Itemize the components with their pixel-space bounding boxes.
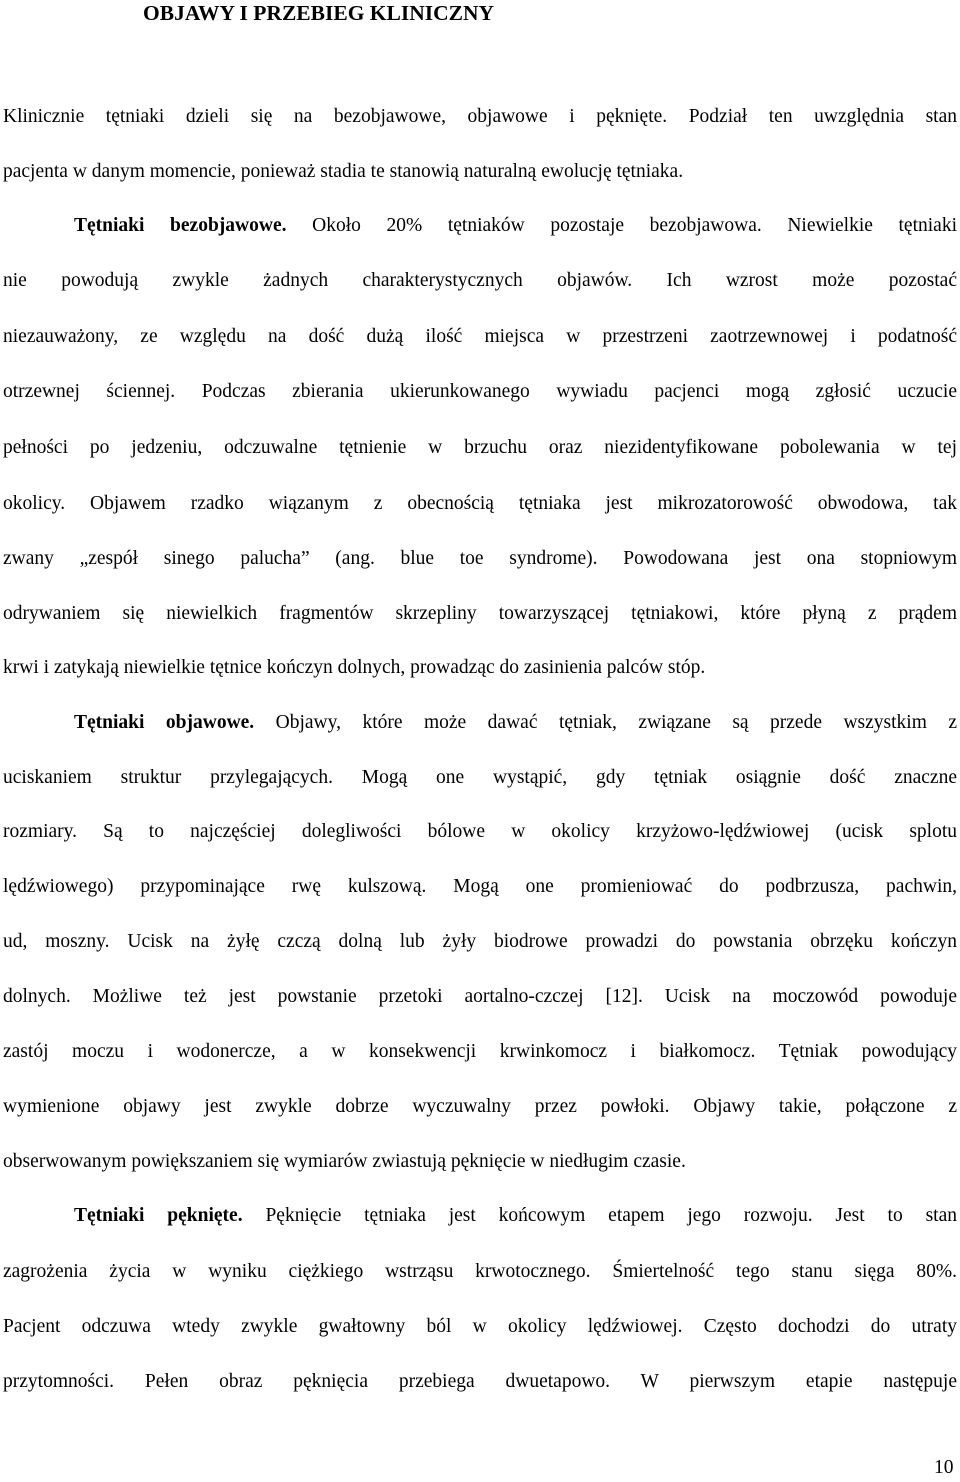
subsection-title: Tętniaki pęknięte. <box>74 1205 243 1226</box>
text-line <box>3 105 957 129</box>
text-line <box>74 711 957 735</box>
line-text: niezauważony, ze względu na dość dużą ilość miejsca w przestrzeni zaotrzewnowej i podatność <box>3 326 957 347</box>
subsection-title: Tętniaki bezobjawowe. <box>74 215 287 236</box>
line-text: okolicy. Objawem rzadko wiązanym z obecnością tętniaka jest mikrozatorowość obwodowa, tak <box>3 493 957 514</box>
line-text: Objawy, które może dawać tętniak, związane są przede wszystkim z <box>254 712 957 733</box>
text-line <box>3 1370 957 1394</box>
line-text: pacjenta w danym momencie, ponieważ stadia te stanowią naturalną ewolucję tętniaka. <box>3 161 684 182</box>
section-heading: OBJAWY I PRZEBIEG KLINICZNY <box>143 1 495 25</box>
line-text: Pacjent odczuwa wtedy zwykle gwałtowny ból w okolicy lędźwiowej. Często dochodzi do utraty <box>3 1316 957 1337</box>
text-line <box>3 325 957 349</box>
text-line <box>3 160 683 184</box>
text-line <box>3 1315 957 1339</box>
text-line <box>3 985 957 1009</box>
text-line <box>3 656 705 680</box>
line-text: lędźwiowego) przypominające rwę kulszową. Mogą one promieniować do podbrzusza, pachwin, <box>3 876 957 897</box>
text-line <box>74 214 957 238</box>
subsection-title: Tętniaki objawowe. <box>74 712 255 733</box>
text-line <box>3 1260 957 1284</box>
text-line <box>3 930 957 954</box>
line-text: otrzewnej ściennej. Podczas zbierania ukierunkowanego wywiadu pacjenci mogą zgłosić uczucie <box>3 381 957 402</box>
line-text: krwi i zatykają niewielkie tętnice kończyn dolnych, prowadząc do zasinienia palców stóp. <box>3 657 706 678</box>
line-text: ud, moszny. Ucisk na żyłę czczą dolną lub żyły biodrowe prowadzi do powstania obrzęku kończyn <box>3 931 957 952</box>
text-line <box>3 492 957 516</box>
line-text: zwany „zespół sinego palucha” (ang. blue toe syndrome). Powodowana jest ona stopniowym <box>3 548 957 569</box>
text-line <box>3 820 957 844</box>
text-line <box>3 766 957 790</box>
line-text: obserwowanym powiększaniem się wymiarów zwiastują pęknięcie w niedługim czasie. <box>3 1151 686 1172</box>
text-line <box>3 1095 957 1119</box>
line-text: odrywaniem się niewielkich fragmentów skrzepliny towarzyszącej tętniakowi, które płyną z prądem <box>3 603 957 624</box>
text-line <box>3 602 957 626</box>
line-text: Około 20% tętniaków pozostaje bezobjawowa. Niewielkie tętniaki <box>286 215 957 236</box>
line-text: zagrożenia życia w wyniku ciężkiego wstrząsu krwotocznego. Śmiertelność tego stanu sięga 80%. <box>3 1261 957 1282</box>
line-text: uciskaniem struktur przylegających. Mogą one wystąpić, gdy tętniak osiągnie dość znaczne <box>3 767 957 788</box>
text-line <box>74 1204 957 1228</box>
line-text: nie powodują zwykle żadnych charakterystycznych objawów. Ich wzrost może pozostać <box>3 270 957 291</box>
text-line <box>3 1150 686 1174</box>
line-text: rozmiary. Są to najczęściej dolegliwości bólowe w okolicy krzyżowo-lędźwiowej (ucisk splotu <box>3 821 957 842</box>
line-text: Pęknięcie tętniaka jest końcowym etapem jego rozwoju. Jest to stan <box>242 1205 958 1226</box>
line-text: dolnych. Możliwe też jest powstanie przetoki aortalno-czczej [12]. Ucisk na moczowód powoduje <box>3 986 957 1007</box>
line-text: Klinicznie tętniaki dzieli się na bezobjawowe, objawowe i pęknięte. Podział ten uwzględnia stan <box>3 106 957 127</box>
text-line <box>3 875 957 899</box>
text-line <box>3 1040 957 1064</box>
line-text: pełności po jedzeniu, odczuwalne tętnienie w brzuchu oraz niezidentyfikowane pobolewania w tej <box>3 437 957 458</box>
text-line <box>3 269 957 293</box>
line-text: przytomności. Pełen obraz pęknięcia przebiega dwuetapowo. W pierwszym etapie następuje <box>3 1371 957 1392</box>
text-line <box>3 547 957 571</box>
page-number: 10 <box>934 1457 954 1478</box>
line-text: wymienione objawy jest zwykle dobrze wyczuwalny przez powłoki. Objawy takie, połączone z <box>3 1096 957 1117</box>
text-line <box>3 380 957 404</box>
line-text: zastój moczu i wodonercze, a w konsekwencji krwinkomocz i białkomocz. Tętniak powodujący <box>3 1041 957 1062</box>
text-line <box>3 436 957 460</box>
